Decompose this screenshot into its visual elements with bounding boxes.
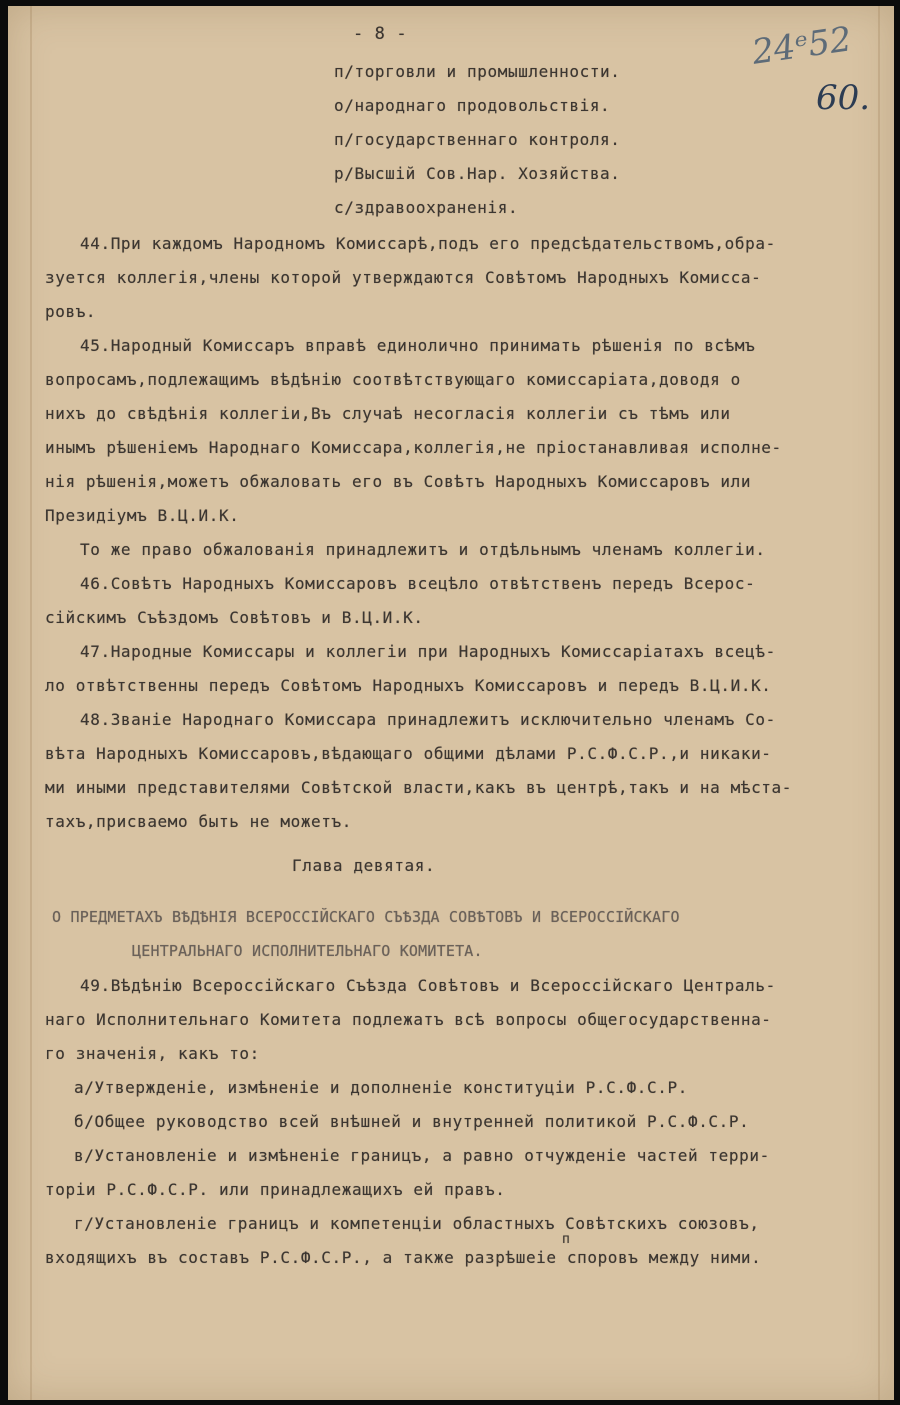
text-line: инымъ рѣшеніемъ Народнаго Комиссара,коллегія,не пріостанавливая исполне- [45, 438, 782, 457]
text-line: наго Исполнительнаго Комитета подлежатъ всѣ вопросы общегосударственна- [45, 1010, 772, 1029]
insertion-mark: п [562, 1232, 571, 1247]
list-item: р/Высшій Сов.Нар. Хозяйства. [334, 164, 621, 183]
list-item: о/народнаго продовольствія. [334, 96, 611, 115]
text-line: То же право обжалованія принадлежитъ и отдѣльнымъ членамъ коллегіи. [80, 540, 766, 559]
text-line: вопросамъ,подлежащимъ вѣдѣнію соотвѣтствующаго комиссаріата,доводя о [45, 370, 741, 389]
text-line: 45.Народный Комиссаръ вправѣ единолично принимать рѣшенія по всѣмъ [80, 336, 756, 355]
chapter-heading: О ПРЕДМЕТАХЪ ВѢДѢНІЯ ВСЕРОССІЙСКАГО СЪѢЗДА СОВѢТОВЪ И ВСЕРОССІЙСКАГО [52, 908, 680, 926]
text-line: торіи Р.С.Ф.С.Р. или принадлежащихъ ей правъ. [45, 1180, 506, 1199]
text-line: нихъ до свѣдѣнія коллегіи,Въ случаѣ несогласія коллегіи съ тѣмъ или [45, 404, 731, 423]
document-page [8, 6, 894, 1400]
list-item: п/государственнаго контроля. [334, 130, 621, 149]
folio-pencil-mark: 24ᵉ52 [749, 19, 855, 73]
text-line: в/Установленіе и измѣненіе границъ, а равно отчужденіе частей терри- [74, 1146, 770, 1165]
folio-ink-mark: 60. [816, 78, 871, 118]
page-fold-right [878, 6, 880, 1400]
text-line: тахъ,присваемо быть не можетъ. [45, 812, 352, 831]
text-line: ми иными представителями Совѣтской власти,какъ въ центрѣ,такъ и на мѣста- [45, 778, 792, 797]
text-line: 48.Званіе Народнаго Комиссара принадлежитъ исключительно членамъ Со- [80, 710, 776, 729]
text-line: г/Установленіе границъ и компетенціи областныхъ Совѣтскихъ союзовъ, [74, 1214, 760, 1233]
text-line: б/Общее руководство всей внѣшней и внутренней политикой Р.С.Ф.С.Р. [74, 1112, 750, 1131]
text-line: вѣта Народныхъ Комиссаровъ,вѣдающаго общими дѣлами Р.С.Ф.С.Р.,и никаки- [45, 744, 772, 763]
text-line: входящихъ въ составъ Р.С.Ф.С.Р., а также разрѣшеіе споровъ между ними. [45, 1248, 762, 1267]
text-line: ло отвѣтственны передъ Совѣтомъ Народныхъ Комиссаровъ и передъ В.Ц.И.К. [45, 676, 772, 695]
text-line: 47.Народные Комиссары и коллегіи при Народныхъ Комиссаріатахъ всецѣ- [80, 642, 776, 661]
list-item: п/торговли и промышленности. [334, 62, 621, 81]
text-line: го значенія, какъ то: [45, 1044, 260, 1063]
text-line: Президіумъ В.Ц.И.К. [45, 506, 240, 525]
text-line: нія рѣшенія,можетъ обжаловать его въ Совѣтъ Народныхъ Комиссаровъ или [45, 472, 752, 491]
text-line: а/Утвержденіе, измѣненіе и дополненіе конституціи Р.С.Ф.С.Р. [74, 1078, 688, 1097]
text-line: сійскимъ Съѣздомъ Совѣтовъ и В.Ц.И.К. [45, 608, 424, 627]
page-number: - 8 - [353, 24, 408, 44]
chapter-title: Глава девятая. [292, 856, 436, 875]
text-line: зуется коллегія,члены которой утверждаются Совѣтомъ Народныхъ Комисса- [45, 268, 762, 287]
text-line: ровъ. [45, 302, 97, 321]
list-item: с/здравоохраненія. [334, 198, 519, 217]
text-line: 44.При каждомъ Народномъ Комиссарѣ,подъ его предсѣдательствомъ,обра- [80, 234, 776, 253]
page-fold-left [30, 6, 32, 1400]
chapter-heading: ЦЕНТРАЛЬНАГО ИСПОЛНИТЕЛЬНАГО КОМИТЕТА. [132, 942, 483, 960]
text-line: 46.Совѣтъ Народныхъ Комиссаровъ всецѣло отвѣтственъ передъ Всерос- [80, 574, 756, 593]
text-line: 49.Вѣдѣнію Всероссійскаго Съѣзда Совѣтовъ и Всероссійскаго Централь- [80, 976, 776, 995]
